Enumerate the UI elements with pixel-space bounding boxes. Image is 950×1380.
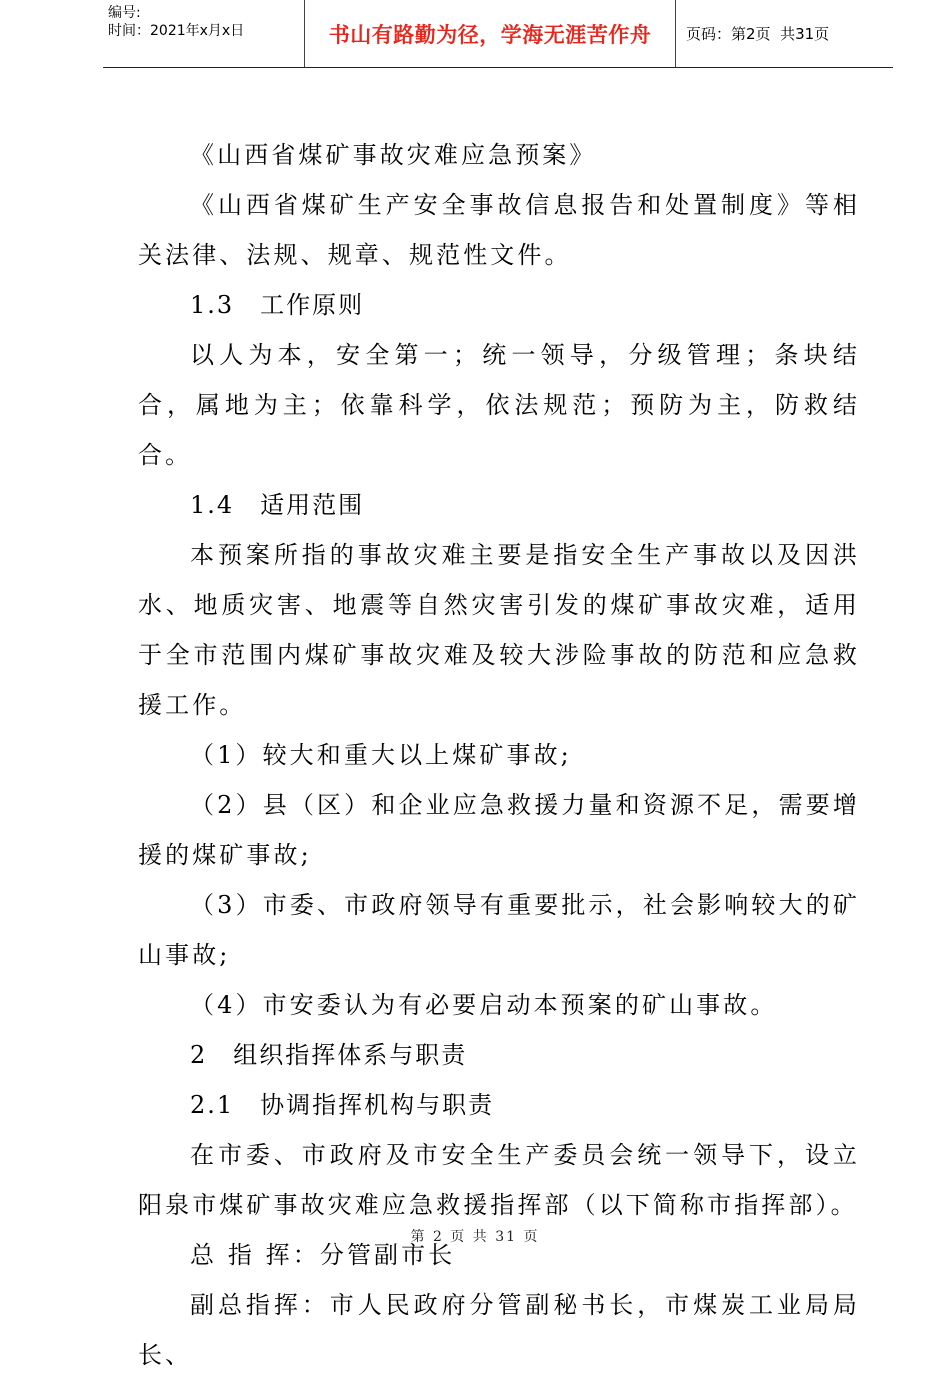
section-heading: 1.3 工作原则 [190,291,365,319]
section-heading: 2 组织指挥体系与职责 [190,1041,468,1069]
paragraph: 以人为本，安全第一；统一领导，分级管理；条块结合，属地为主；依靠科学，依法规范；预防为主，防救结合。 [138,341,860,469]
document-number-label: 编号: [108,5,141,21]
list-item: （4）市安委认为有必要启动本预案的矿山事故。 [190,991,778,1019]
header-page-info [676,0,893,67]
list-item: （1）较大和重大以上煤矿事故; [190,741,572,769]
paragraph: 《山西省煤矿生产安全事故信息报告和处置制度》等相关法律、法规、规章、规范性文件。 [138,191,860,269]
paragraph: 总 指 挥：分管副市长 [190,1241,456,1269]
document-body [138,130,860,1380]
section-heading: 1.4 适用范围 [190,491,365,519]
document-time-label: 时间：2021年x月x日 [108,23,245,39]
paragraph: 《山西省煤矿事故灾难应急预案》 [190,141,597,169]
header-slogan: 书山有路勤为径，学海无涯苦作舟 [304,0,676,67]
page-number-label: 页码：第2页 共31页 [686,25,830,43]
paragraph: 在市委、市政府及市安全生产委员会统一领导下，设立阳泉市煤矿事故灾难应急救援指挥部（以下简称市指挥部）。 [138,1141,860,1219]
paragraph: 副总指挥：市人民政府分管副秘书长，市煤炭工业局局长、 [138,1291,860,1369]
list-item: （2）县（区）和企业应急救援力量和资源不足，需要增援的煤矿事故; [138,791,860,869]
paragraph: 本预案所指的事故灾难主要是指安全生产事故以及因洪水、地质灾害、地震等自然灾害引发的煤矿事故灾难，适用于全市范围内煤矿事故灾难及较大涉险事故的防范和应急救援工作。 [138,541,860,719]
page-footer: 第 2 页 共 31 页 [410,1229,540,1245]
section-heading: 2.1 协调指挥机构与职责 [190,1091,495,1119]
list-item: （3）市委、市政府领导有重要批示，社会影响较大的矿山事故; [138,891,860,969]
header-meta [103,0,304,67]
page-header [103,0,893,68]
